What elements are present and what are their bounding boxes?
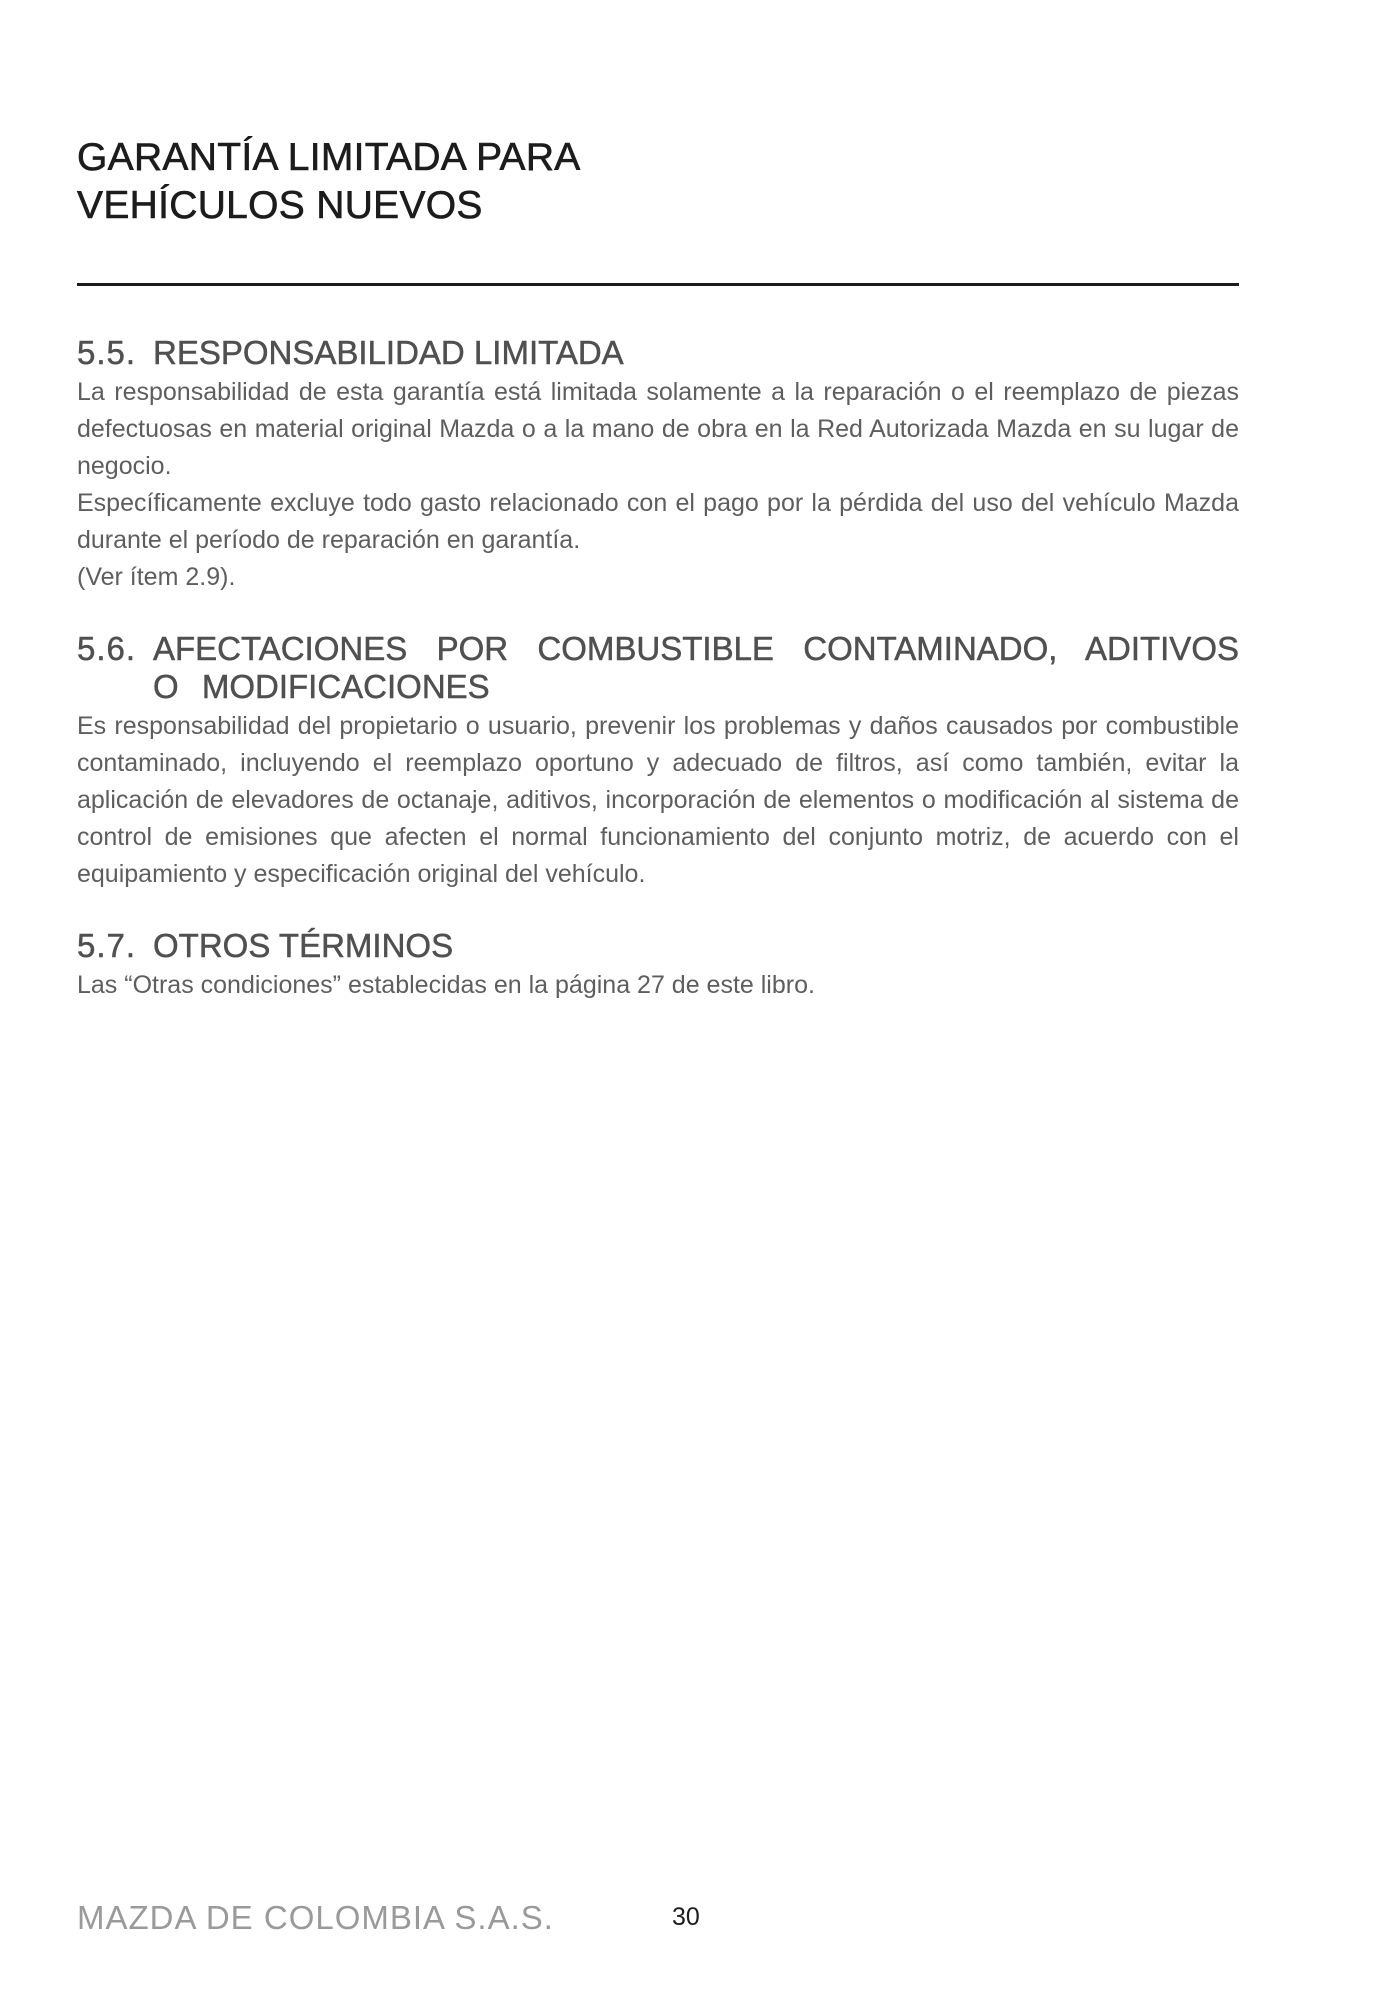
section-paragraph: Es responsabilidad del propietario o usuario, prevenir los problemas y daños causados por combustible contaminado, incluyendo el reemplazo oportuno y adecuado de filtros, así como también, evitar la aplicación de elevadores de octanaje, aditivos, incorporación de elementos o modificación al sistema de control de emisiones que afecten el normal funcionamiento del conjunto motriz, de acuerdo con el equipamiento y especificación original del vehículo. xyxy=(77,712,1239,888)
header-divider xyxy=(77,283,1239,286)
section-title: OTROS TÉRMINOS xyxy=(153,927,454,964)
section-number: 5.6. xyxy=(77,630,137,667)
page-content xyxy=(77,334,1239,1038)
section-heading xyxy=(77,927,1239,965)
page-title xyxy=(77,134,977,230)
page-title-line-1: GARANTÍA LIMITADA PARA xyxy=(77,136,581,179)
section-title: AFECTACIONES POR COMBUSTIBLE CONTAMINADO, ADITIVOS O MODIFICACIONES xyxy=(153,630,1239,705)
section-5-6 xyxy=(77,630,1239,893)
section-heading xyxy=(77,630,1239,706)
section-heading xyxy=(77,334,1239,372)
section-5-5 xyxy=(77,334,1239,596)
page-number: 30 xyxy=(672,1903,700,1931)
section-paragraph: (Ver ítem 2.9). xyxy=(77,563,236,591)
section-paragraph: Las “Otras condiciones” establecidas en la página 27 de este libro. xyxy=(77,971,815,999)
page-title-line-2: VEHÍCULOS NUEVOS xyxy=(77,184,483,227)
section-5-7 xyxy=(77,927,1239,1004)
section-title: RESPONSABILIDAD LIMITADA xyxy=(153,334,624,371)
section-number: 5.5. xyxy=(77,334,137,371)
footer-company-name: MAZDA DE COLOMBIA S.A.S. xyxy=(77,1899,554,1936)
section-paragraph: La responsabilidad de esta garantía está limitada solamente a la reparación o el reemplazo de piezas defectuosas en material original Mazda o a la mano de obra en la Red Autorizada Mazda en su lugar de negocio. xyxy=(77,378,1239,480)
section-number: 5.7. xyxy=(77,927,137,964)
section-paragraph: Específicamente excluye todo gasto relacionado con el pago por la pérdida del uso del vehículo Mazda durante el período de reparación en garantía. xyxy=(77,489,1239,554)
